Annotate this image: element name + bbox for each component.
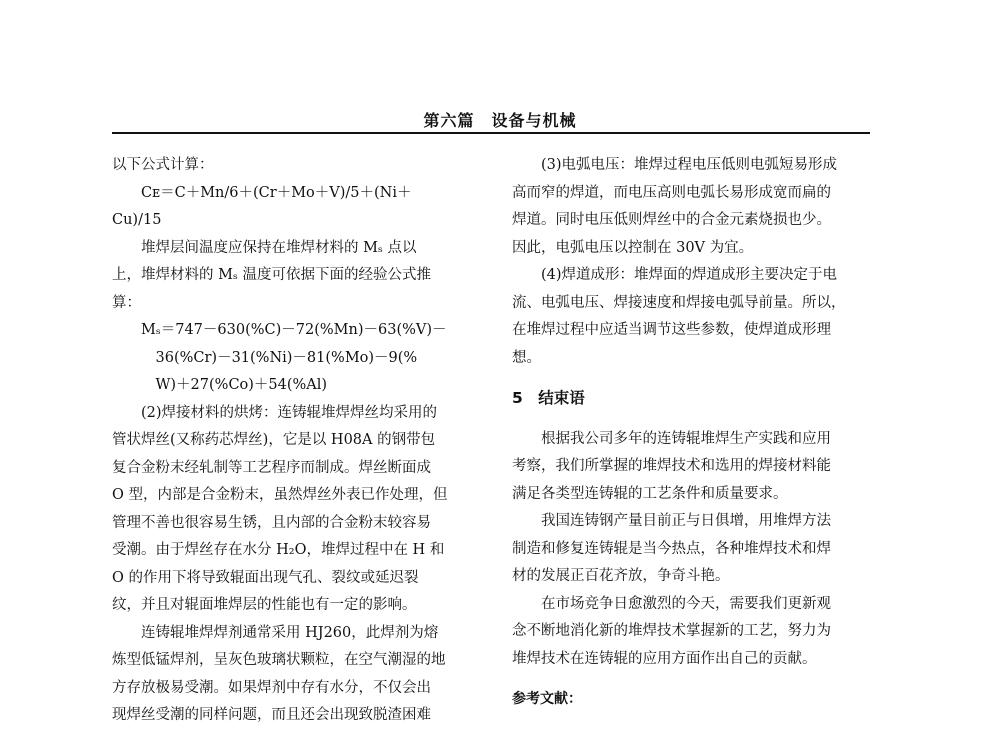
text-line: 炼型低锰焊剂，呈灰色玻璃状颗粒，在空气潮湿的地	[112, 652, 446, 668]
section-heading: 5 结束语	[512, 389, 585, 407]
text-line: 考察，我们所掌握的堆焊技术和选用的焊接材料能	[512, 458, 831, 474]
text-line: (3)电弧电压：堆焊过程电压低则电弧短易形成	[512, 157, 838, 173]
text-line: 现焊丝受潮的同样问题，而且还会出现致脱渣困难	[112, 707, 431, 723]
header-rule	[112, 132, 870, 134]
text-line: 我国连铸钢产量目前正与日俱增，用堆焊方法	[512, 513, 831, 529]
text-line: (2)焊接材料的烘烤：连铸辊堆焊焊丝均采用的	[112, 404, 438, 421]
text-line: Cᴇ＝C＋Mn/6＋(Cr＋Mo＋V)/5＋(Ni＋	[112, 184, 412, 201]
text-line: Cu)/15	[112, 212, 162, 228]
text-line: 制造和修复连铸辊是当今热点，各种堆焊技术和焊	[512, 540, 831, 557]
text-line: 材的发展正百花齐放，争奇斗艳。	[512, 568, 730, 584]
text-line: 管状焊丝(又称药芯焊丝)，它是以 H08A 的钢带包	[112, 432, 436, 448]
text-line: 高而窄的焊道，而电压高则电弧长易形成宽而扁的	[512, 184, 831, 201]
text-line: 在市场竞争日愈激烈的今天，需要我们更新观	[512, 595, 831, 612]
text-line: 方存放极易受潮。如果焊剂中存有水分，不仅会出	[112, 679, 431, 696]
right-column	[512, 152, 874, 714]
text-line: 因此，电弧电压以控制在 30V 为宜。	[512, 239, 754, 256]
right-paragraph-1	[512, 152, 874, 372]
text-line: W)＋27(%Co)＋54(%Al)	[112, 377, 328, 393]
text-line: 复合金粉末经轧制等工艺程序而制成。焊丝断面成	[112, 459, 431, 476]
right-paragraph-2	[512, 426, 874, 674]
text-line: 在堆焊过程中应适当调节这些参数，使焊道成形理	[512, 322, 831, 338]
text-line: 焊道。同时电压低则焊丝中的合金元素烧损也少。	[512, 212, 831, 228]
text-line: 堆焊层间温度应保持在堆焊材料的 Mₛ 点以	[112, 239, 417, 256]
text-line: 满足各类型连铸辊的工艺条件和质量要求。	[512, 485, 788, 502]
text-line: 受潮。由于焊丝存在水分 H₂O，堆焊过程中在 H 和	[112, 542, 445, 558]
left-column	[112, 152, 482, 730]
text-line: 纹，并且对辊面堆焊层的性能也有一定的影响。	[112, 597, 417, 613]
text-line: 算：	[112, 294, 141, 311]
text-line: (4)焊道成形：堆焊面的焊道成形主要决定于电	[512, 267, 838, 283]
text-line: O 型，内部是合金粉末，虽然焊丝外表已作处理，但	[112, 487, 448, 503]
text-line: O 的作用下将导致辊面出现气孔、裂纹或延迟裂	[112, 569, 419, 586]
text-line: Mₛ＝747－630(%C)－72(%Mn)－63(%V)－	[112, 322, 447, 338]
text-line: 念不断地消化新的堆焊技术掌握新的工艺，努力为	[512, 623, 831, 639]
text-line: 管理不善也很容易生锈，且内部的合金粉末较容易	[112, 514, 431, 531]
references-label: 参考文献：	[512, 691, 582, 707]
text-line: 36(%Cr)－31(%Ni)－81(%Mo)－9(%	[112, 349, 418, 366]
text-line: 上，堆焊材料的 Mₛ 温度可依据下面的经验公式推	[112, 267, 431, 283]
text-line: 根据我公司多年的连铸辊堆焊生产实践和应用	[512, 430, 831, 447]
text-line: 想。	[512, 349, 541, 366]
text-line: 连铸辊堆焊焊剂通常采用 HJ260，此焊剂为熔	[112, 624, 439, 641]
text-line: 堆焊技术在连铸辊的应用方面作出自己的贡献。	[512, 650, 817, 667]
text-line: 流、电弧电压、焊接速度和焊接电弧导前量。所以，	[512, 294, 846, 311]
text-line: 以下公式计算：	[112, 157, 214, 173]
page-header: 第六篇 设备与机械	[423, 111, 577, 130]
